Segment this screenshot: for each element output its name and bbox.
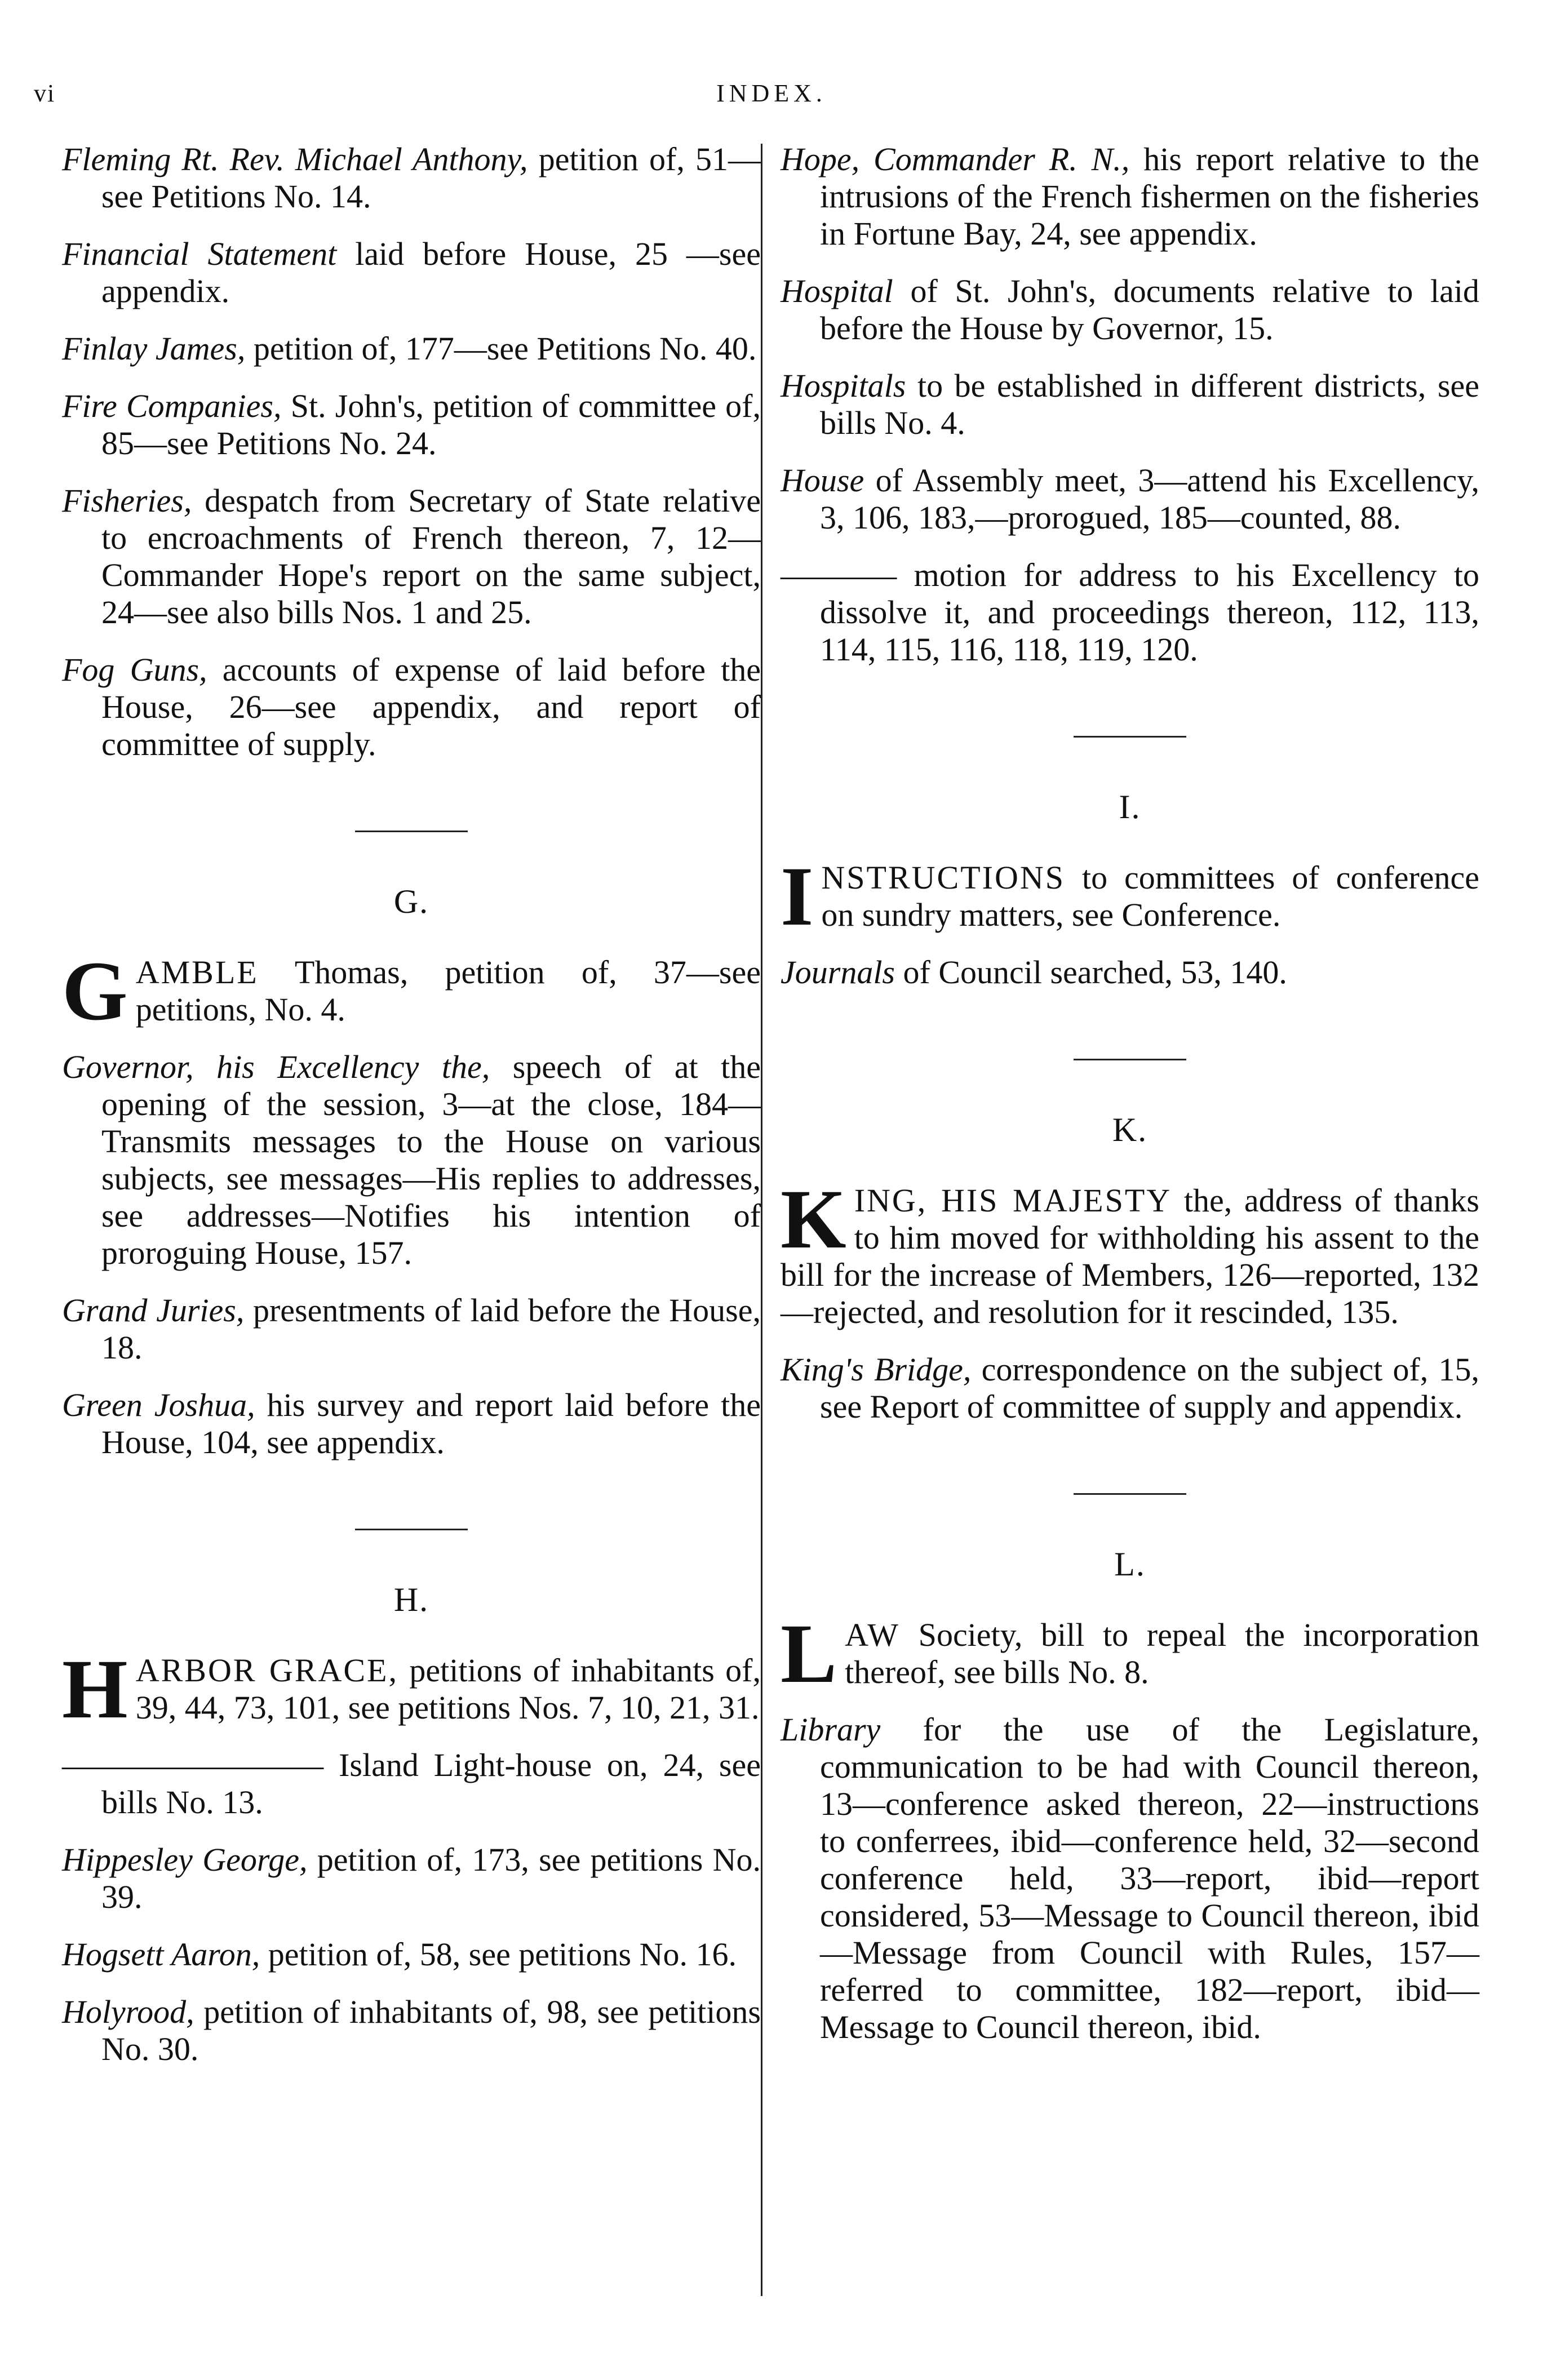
index-entry	[781, 557, 1479, 668]
index-entry	[62, 236, 761, 310]
drop-cap: L	[781, 1607, 837, 1700]
entry-headword: Governor, his Excellency the,	[62, 1049, 490, 1085]
entry-headword: Fog Guns,	[62, 651, 207, 688]
entry-headword: ING, HIS MAJESTY	[854, 1182, 1172, 1219]
entry-headword: Fire Companies,	[62, 388, 282, 424]
index-entry	[781, 1607, 1479, 1700]
entry-headword: Fleming Rt. Rev. Michael Anthony,	[62, 141, 528, 177]
index-entry	[62, 330, 761, 367]
entry-text: presentments of laid before the House, 18.	[101, 1292, 761, 1366]
entry-headword: —————————	[62, 1747, 324, 1783]
entry-text: of Assembly meet, 3—attend his Excellency, 3, 106, 183,—prorogued, 185—counted, 88.	[820, 462, 1479, 536]
entry-headword: AMBLE	[135, 954, 259, 991]
entry-text: petition of inhabitants of, 98, see petitions No. 30.	[101, 1993, 761, 2067]
index-entry	[62, 1747, 761, 1821]
left-column	[62, 141, 761, 2088]
index-entry	[62, 482, 761, 631]
entry-text: St. John's, petition of committee of, 85—see Petitions No. 24.	[101, 388, 761, 461]
entry-text: to be established in different districts, see bills No. 4.	[820, 367, 1479, 441]
drop-cap: H	[62, 1642, 128, 1736]
entry-text: Thomas, petition of, 37—see petitions, No. 4.	[135, 954, 761, 1028]
column-divider	[761, 144, 762, 2296]
index-entry	[62, 388, 761, 462]
index-entry	[62, 1993, 761, 2068]
index-entry	[781, 1711, 1479, 2046]
page-title: INDEX.	[716, 79, 827, 107]
entry-headword: Green Joshua,	[62, 1387, 255, 1423]
entry-headword: Hope, Commander R. N.,	[781, 141, 1130, 177]
drop-cap: I	[781, 850, 814, 943]
entry-text: petition of, 177—see Petitions No. 40.	[245, 330, 757, 367]
index-entry	[781, 462, 1479, 536]
index-entry	[62, 1936, 761, 1973]
entry-headword: Grand Juries,	[62, 1292, 245, 1329]
entry-headword: Finlay James,	[62, 330, 246, 367]
section-divider	[355, 1529, 468, 1530]
section-letter: H.	[393, 1581, 429, 1618]
entry-text: petition of, 58, see petitions No. 16.	[260, 1936, 737, 1973]
section-letter: I.	[1119, 788, 1141, 825]
entry-headword: Financial Statement	[62, 236, 337, 272]
entry-text: his survey and report laid before the House, 104, see appendix.	[101, 1387, 761, 1460]
entry-text: Island Light-house on, 24, see bills No. 13.	[101, 1747, 761, 1820]
entry-text: of St. John's, documents relative to laid before the House by Governor, 15.	[820, 273, 1479, 347]
entry-text: laid before House, 25 —see appendix.	[101, 236, 761, 309]
section-letter: K.	[1112, 1111, 1148, 1148]
index-entry	[781, 273, 1479, 347]
index-entry	[781, 954, 1479, 991]
entry-text: correspondence on the subject of, 15, see Report of committee of supply and appendix.	[820, 1351, 1480, 1425]
index-entry	[781, 1351, 1479, 1426]
page-number: vi	[34, 79, 56, 107]
entry-headword: ————	[781, 557, 897, 593]
entry-headword: House	[781, 462, 864, 499]
entry-headword: Library	[781, 1711, 881, 1748]
entry-text: of Council searched, 53, 140.	[895, 954, 1287, 991]
entry-headword: Journals	[781, 954, 895, 991]
entry-headword: Holyrood,	[62, 1993, 194, 2030]
index-entry	[781, 367, 1479, 442]
drop-cap: G	[62, 944, 128, 1038]
entry-text: Society, bill to repeal the incorporation thereof, see bills No. 8.	[845, 1617, 1479, 1690]
entry-text: to committees of conference on sundry matters, see Conference.	[821, 859, 1479, 933]
entry-text: speech of at the opening of the session, 3—at the close, 184—Transmits messages to the House on various subjects, see messages—His replies to addresses, see addresses—Notifies his intention of proroguing House, 157.	[101, 1049, 761, 1271]
index-entry	[781, 141, 1479, 252]
index-entry	[62, 1292, 761, 1366]
entry-headword: ARBOR GRACE,	[135, 1652, 398, 1689]
index-entry	[62, 1642, 761, 1736]
section-divider	[355, 831, 468, 832]
entry-headword: Hospitals	[781, 367, 906, 404]
entry-text: accounts of expense of laid before the House, 26—see appendix, and report of committee of supply.	[101, 651, 761, 762]
entry-headword: Hospital	[781, 273, 893, 309]
entry-text: despatch from Secretary of State relative to encroachments of French thereon, 7, 12—Commander Hope's report on the same subject, 24—see also bills Nos. 1 and 25.	[101, 482, 761, 630]
index-entry	[62, 141, 761, 215]
page-header	[0, 79, 1543, 124]
entry-text: motion for address to his Excellency to dissolve it, and proceedings thereon, 112, 113, 114, 115, 116, 118, 119, 120.	[820, 557, 1479, 668]
section-divider	[1074, 1493, 1186, 1495]
index-entry	[62, 1387, 761, 1461]
drop-cap: K	[781, 1173, 846, 1266]
index-entry	[62, 944, 761, 1038]
entry-headword: NSTRUCTIONS	[821, 859, 1065, 896]
entry-headword: Fisheries,	[62, 482, 192, 519]
entry-text: his report relative to the intrusions of the French fishermen on the fisheries in Fortune Bay, 24, see appendix.	[820, 141, 1480, 252]
index-entry	[781, 1173, 1479, 1331]
section-divider	[1074, 736, 1186, 738]
entry-headword: Hippesley George,	[62, 1841, 308, 1878]
index-entry	[62, 1049, 761, 1272]
entry-headword: Hogsett Aaron,	[62, 1936, 260, 1973]
entry-text: for the use of the Legislature, communication to be had with Council thereon, 13—conference asked thereon, 22—instructions to conferrees, ibid—conference held, 32—second conference held, 33—report, ibid—report considered, 53—Message to Council thereon, ibid—Message from Council with Rules, 157—referred to committee, 182—report, ibid—Message to Council thereon, ibid.	[820, 1711, 1479, 2045]
index-entry	[62, 651, 761, 763]
section-letter: L.	[1114, 1546, 1146, 1583]
entry-text: petitions of inhabitants of, 39, 44, 73, 101, see petitions Nos. 7, 10, 21, 31.	[135, 1652, 761, 1726]
right-column	[781, 141, 1479, 2066]
entry-text: petition of, 51—see Petitions No. 14.	[101, 141, 761, 215]
section-divider	[1074, 1059, 1186, 1060]
index-entry	[62, 1841, 761, 1916]
entry-headword: AW	[845, 1617, 901, 1653]
section-letter: G.	[393, 883, 429, 920]
entry-text: petition of, 173, see petitions No. 39.	[101, 1841, 761, 1915]
entry-headword: King's Bridge,	[781, 1351, 972, 1388]
entry-text: the, address of thanks to him moved for withholding his assent to the bill for the increase of Members, 126—reported, 132—rejected, and resolution for it rescinded, 135.	[781, 1182, 1479, 1330]
index-entry	[781, 850, 1479, 943]
